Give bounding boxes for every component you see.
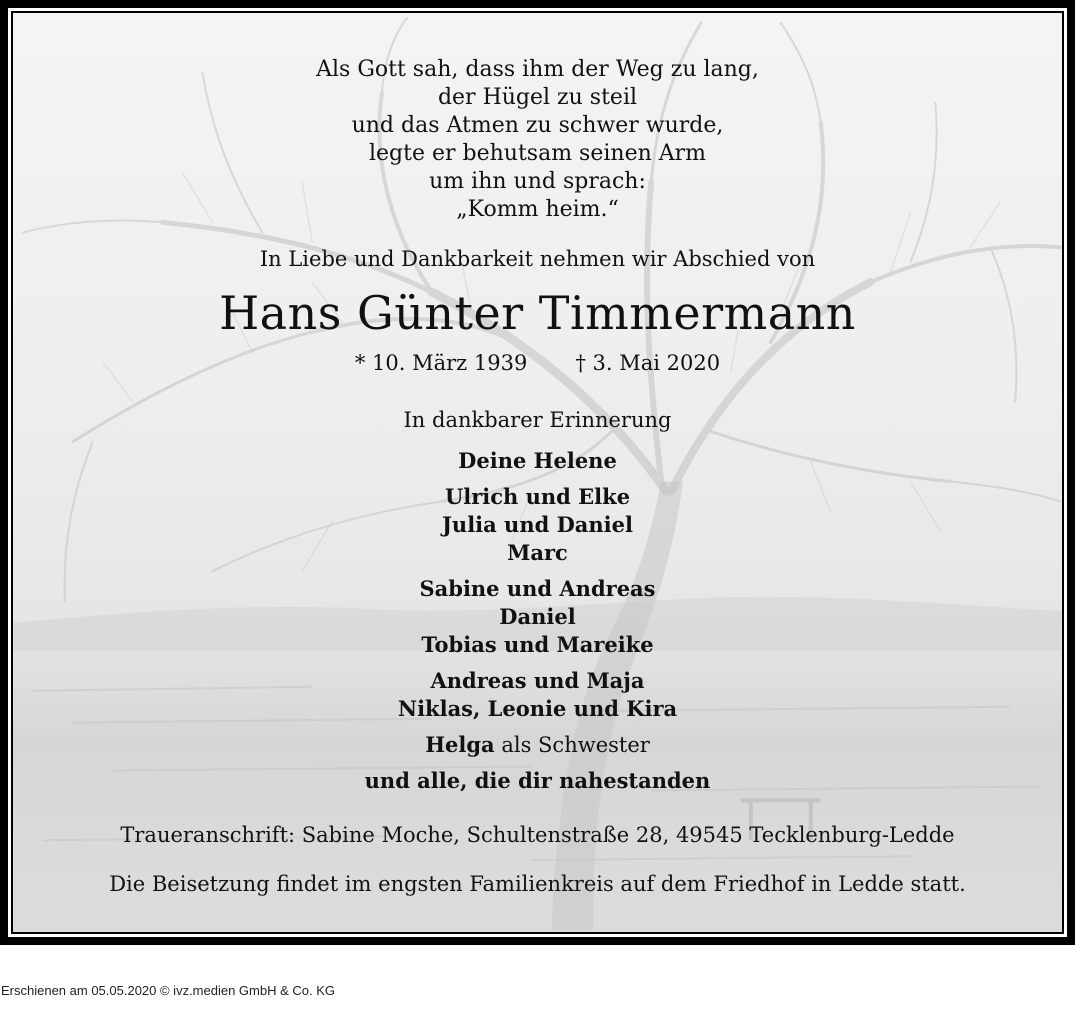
life-dates (13, 349, 1062, 377)
mourner-name: Deine Helene (458, 448, 617, 473)
mourner-name: Andreas und Maja (430, 668, 645, 693)
mourning-address: Traueranschrift: Sabine Moche, Schultenstraße 28, 49545 Tecklenburg-Ledde (120, 823, 955, 847)
poem-line: „Komm heim.“ (456, 197, 619, 222)
deceased-name: Hans Günter Timmermann (219, 286, 856, 340)
poem (13, 56, 1062, 224)
mourner-name: Marc (507, 540, 568, 565)
funeral-info: Die Beisetzung findet im engsten Familienkreis auf dem Friedhof in Ledde statt. (109, 872, 966, 896)
memory-line: In dankbarer Erinnerung (403, 408, 672, 432)
mourners-closing: und alle, die dir nahestanden (364, 768, 711, 793)
mourner-group (13, 483, 1062, 567)
mourner-group (13, 575, 1062, 659)
notice-content (13, 13, 1062, 932)
mourner-name: Niklas, Leonie und Kira (397, 696, 678, 721)
mourner-name: Daniel (499, 604, 576, 629)
poem-line: der Hügel zu steil (437, 85, 638, 110)
notice-panel (13, 13, 1062, 932)
mourner-group-sister (13, 731, 1062, 759)
mourner-group (13, 767, 1062, 795)
poem-line: legte er behutsam seinen Arm (368, 141, 707, 166)
death-date: † 3. Mai 2020 (575, 351, 721, 375)
poem-line: und das Atmen zu schwer wurde, (351, 113, 724, 138)
mourner-group (13, 667, 1062, 723)
farewell-intro: In Liebe und Dankbarkeit nehmen wir Abschied von (259, 247, 816, 271)
notice-inner-border (11, 11, 1064, 934)
mourner-name: Julia und Daniel (441, 512, 633, 537)
publication-note: Erschienen am 05.05.2020 © ivz.medien GmbH & Co. KG (1, 983, 336, 998)
poem-line: um ihn und sprach: (429, 169, 646, 194)
mourner-name: Tobias und Mareike (421, 632, 654, 657)
mourner-name: Ulrich und Elke (444, 484, 631, 509)
poem-line: Als Gott sah, dass ihm der Weg zu lang, (316, 57, 759, 82)
sister-name: Helga (425, 732, 495, 757)
mourner-group (13, 447, 1062, 475)
notice-border (8, 8, 1067, 937)
birth-date: * 10. März 1939 (354, 351, 528, 375)
mourners-list (13, 447, 1062, 803)
sister-role: als Schwester (501, 733, 650, 757)
mourner-name: Sabine und Andreas (419, 576, 656, 601)
